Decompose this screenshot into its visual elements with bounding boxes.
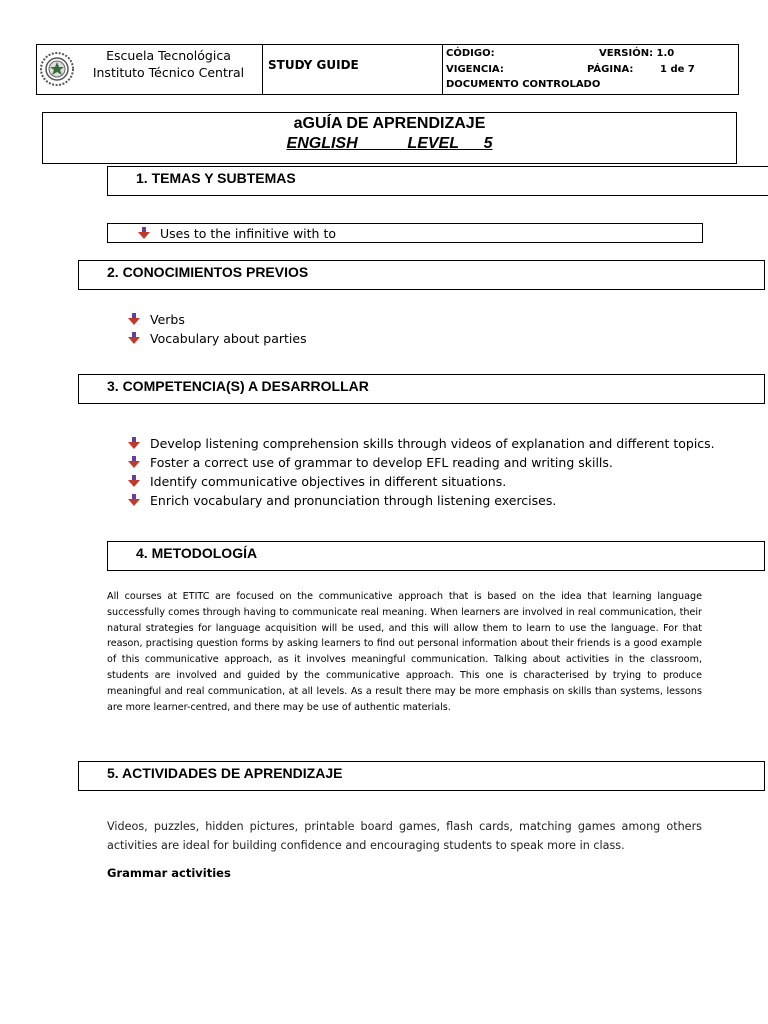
school-seal-icon (39, 51, 75, 87)
prior-knowledge-text: Verbs (150, 312, 185, 327)
arrow-down-bullet-icon (128, 475, 140, 487)
controlado-label: DOCUMENTO CONTROLADO (446, 79, 601, 90)
arrow-down-bullet-icon (138, 227, 150, 239)
competency-text: Develop listening comprehension skills through videos of explanation and different topics. (150, 436, 715, 451)
codigo-label: CÓDIGO: (446, 48, 495, 59)
section-4-heading-box (107, 541, 765, 571)
doc-type-cell (262, 45, 443, 94)
arrow-down-bullet-icon (128, 332, 140, 344)
arrow-down-bullet-icon (128, 456, 140, 468)
section-3-heading-box (78, 374, 765, 404)
list-item (128, 474, 506, 489)
section-2-heading: 2. CONOCIMIENTOS PREVIOS (107, 264, 309, 280)
list-item (128, 493, 556, 508)
methodology-paragraph: All courses at ETITC are focused on the communicative approach that is based on the idea that learning language successfully comes through having to communicate real meaning. When learners are involved in real communication, their natural strategies for language acquisition will be used, and this will allow them to learn to use the language. For that reason, practising question forms by asking learners to find out personal information about their friends is a good example of this communicative approach, as it involves meaningful communication. Talking about activities in the classroom, students are involved and guided by the communicative approach. This one is characterised by trying to produce meaningful and real communication, at all levels. As a result there may be more emphasis on skills than systems, lessons are more learner-centred, and there may be use of authentic materials. (107, 591, 702, 713)
section-5-heading-box (78, 761, 765, 791)
doc-control-cell (442, 45, 738, 94)
competency-text: Identify communicative objectives in different situations. (150, 474, 507, 489)
list-item (128, 331, 307, 346)
prior-knowledge-text: Vocabulary about parties (150, 331, 307, 346)
school-name-line1: Escuela Tecnológica (106, 48, 231, 63)
guide-title: aGUÍA DE APRENDIZAJE (293, 115, 486, 132)
vigencia-label: VIGENCIA: (446, 64, 504, 75)
school-cell (37, 45, 263, 94)
school-name-line2: Instituto Técnico Central (92, 65, 245, 80)
section-4-heading: 4. METODOLOGÍA (136, 545, 258, 561)
competency-text: Foster a correct use of grammar to develop EFL reading and writing skills. (150, 455, 613, 470)
topic-text: Uses to the infinitive with to (160, 226, 336, 241)
list-item (138, 226, 336, 241)
section-1-heading-box (107, 166, 768, 196)
version-label: VERSIÓN: 1.0 (599, 48, 675, 59)
arrow-down-bullet-icon (128, 437, 140, 449)
activities-paragraph: Videos, puzzles, hidden pictures, printable board games, flash cards, matching games among others activities are ideal for building confidence and encouraging students to speak more in class. (107, 820, 702, 852)
pagina-label: PÁGINA: (587, 64, 634, 75)
list-item (128, 455, 613, 470)
document-header (36, 44, 739, 95)
list-item (128, 436, 715, 451)
section-3-heading: 3. COMPETENCIA(S) A DESARROLLAR (107, 378, 369, 394)
arrow-down-bullet-icon (128, 313, 140, 325)
title-box (42, 112, 737, 164)
pagina-value: 1 de 7 (660, 64, 695, 75)
arrow-down-bullet-icon (128, 494, 140, 506)
section-1-topic-box (107, 223, 703, 243)
section-2-heading-box (78, 260, 765, 290)
section-5-heading: 5. ACTIVIDADES DE APRENDIZAJE (107, 765, 343, 781)
competency-text: Enrich vocabulary and pronunciation through listening exercises. (150, 493, 557, 508)
guide-subtitle: ENGLISH LEVEL 5 (286, 135, 493, 152)
doc-type: STUDY GUIDE (268, 58, 359, 72)
grammar-activities-subheading: Grammar activities (107, 866, 231, 880)
list-item (128, 312, 185, 327)
section-1-heading: 1. TEMAS Y SUBTEMAS (136, 170, 296, 186)
